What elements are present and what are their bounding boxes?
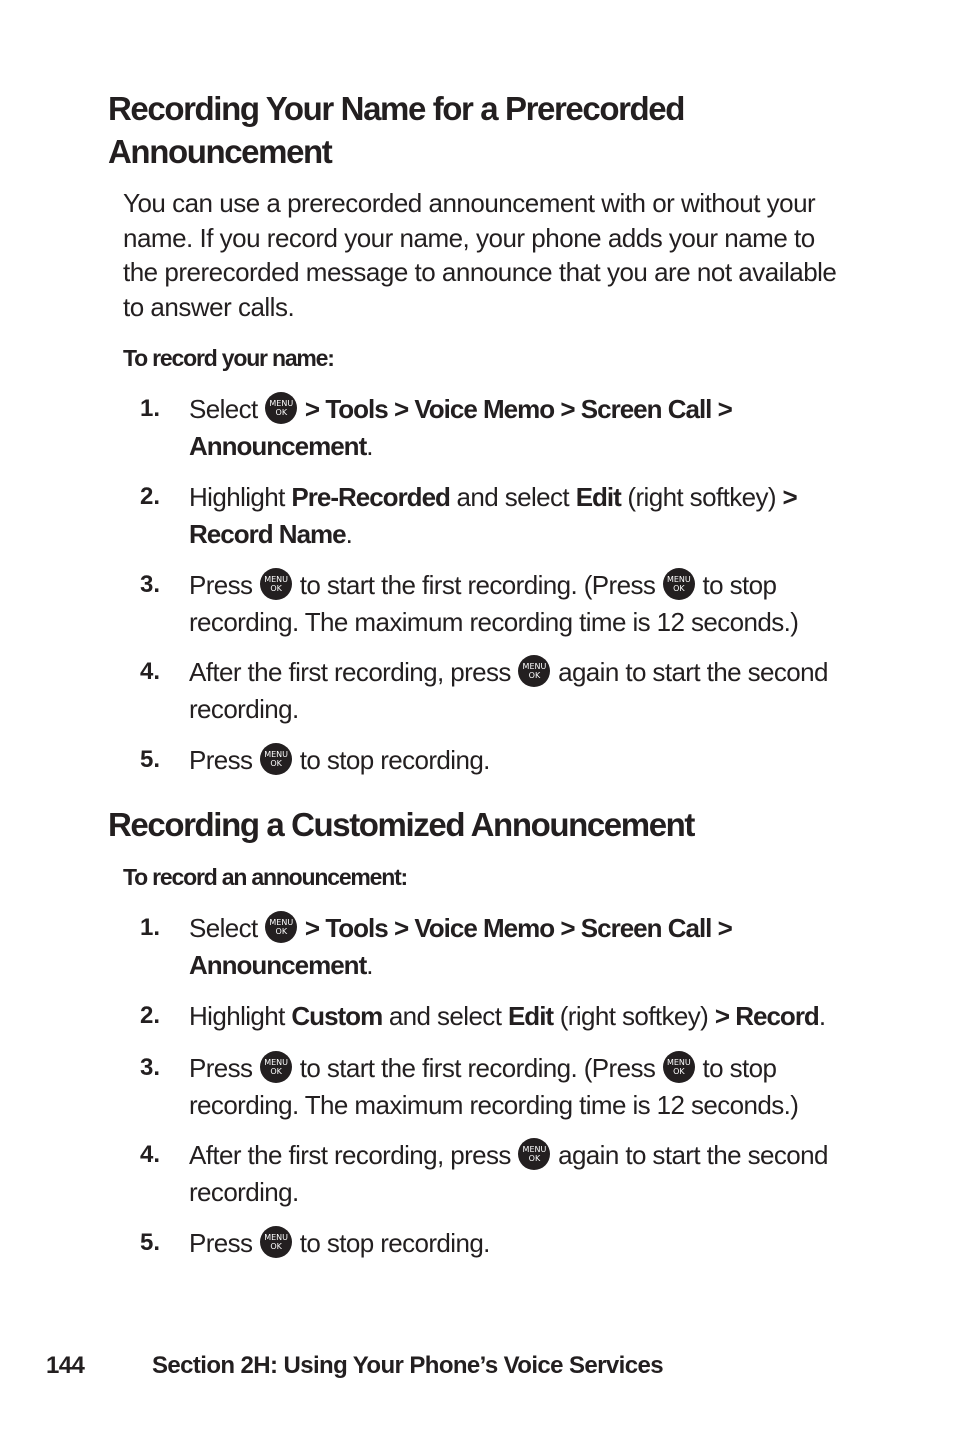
step-number: 5.	[140, 1229, 161, 1256]
step-text: Press MENU OK to stop recording.	[189, 1228, 490, 1258]
menu-ok-key-icon: MENU OK	[260, 1051, 292, 1083]
step-number: 2.	[140, 1002, 161, 1029]
step-text: Select MENU OK > Tools > Voice Memo > Screen Call > Announcement.	[189, 394, 732, 461]
step-text: Highlight Custom and select Edit (right softkey) > Record.	[189, 1001, 826, 1031]
step-text: Press MENU OK to start the first recording. (Press MENU OK to stop recording. The maximum recording time is 12 seconds.)	[189, 570, 799, 637]
menu-ok-key-icon: MENU OK	[518, 655, 550, 687]
step-number: 4.	[140, 1141, 161, 1168]
menu-ok-key-icon: MENU OK	[663, 1051, 695, 1083]
step-number: 4.	[140, 658, 161, 685]
menu-ok-key-icon: MENU OK	[265, 911, 297, 943]
step-text: Select MENU OK > Tools > Voice Memo > Screen Call > Announcement.	[189, 913, 732, 980]
step-number: 3.	[140, 571, 161, 598]
step-text: After the first recording, press MENU OK again to start the second recording.	[189, 1140, 828, 1207]
section-title-customized: Recording a Customized Announcement	[108, 806, 694, 843]
step-number: 1.	[140, 914, 161, 941]
menu-ok-key-icon: MENU OK	[260, 1226, 292, 1258]
menu-ok-key-icon: MENU OK	[663, 568, 695, 600]
step-number: 2.	[140, 483, 161, 510]
subheading-record-announcement: To record an announcement:	[123, 864, 408, 890]
subheading-record-name: To record your name:	[123, 345, 334, 371]
step-text: Press MENU OK to stop recording.	[189, 745, 490, 775]
page-number: 144	[46, 1352, 85, 1379]
footer-section-title: Section 2H: Using Your Phone’s Voice Services	[152, 1352, 663, 1379]
menu-ok-key-icon: MENU OK	[260, 568, 292, 600]
menu-ok-key-icon: MENU OK	[265, 392, 297, 424]
section-title-record-name: Recording Your Name for a Prerecorded Announcement	[108, 90, 684, 170]
menu-ok-key-icon: MENU OK	[260, 743, 292, 775]
step-text: Highlight Pre-Recorded and select Edit (right softkey) > Record Name.	[189, 482, 797, 549]
step-text: After the first recording, press MENU OK again to start the second recording.	[189, 657, 828, 724]
step-text: Press MENU OK to start the first recording. (Press MENU OK to stop recording. The maximum recording time is 12 seconds.)	[189, 1053, 799, 1120]
intro-paragraph: You can use a prerecorded announcement with or without your name. If you record your name, your phone adds your name to the prerecorded message to announce that you are not available to answer calls.	[123, 188, 837, 322]
menu-ok-key-icon: MENU OK	[518, 1138, 550, 1170]
step-number: 1.	[140, 395, 161, 422]
step-number: 5.	[140, 746, 161, 773]
step-number: 3.	[140, 1054, 161, 1081]
